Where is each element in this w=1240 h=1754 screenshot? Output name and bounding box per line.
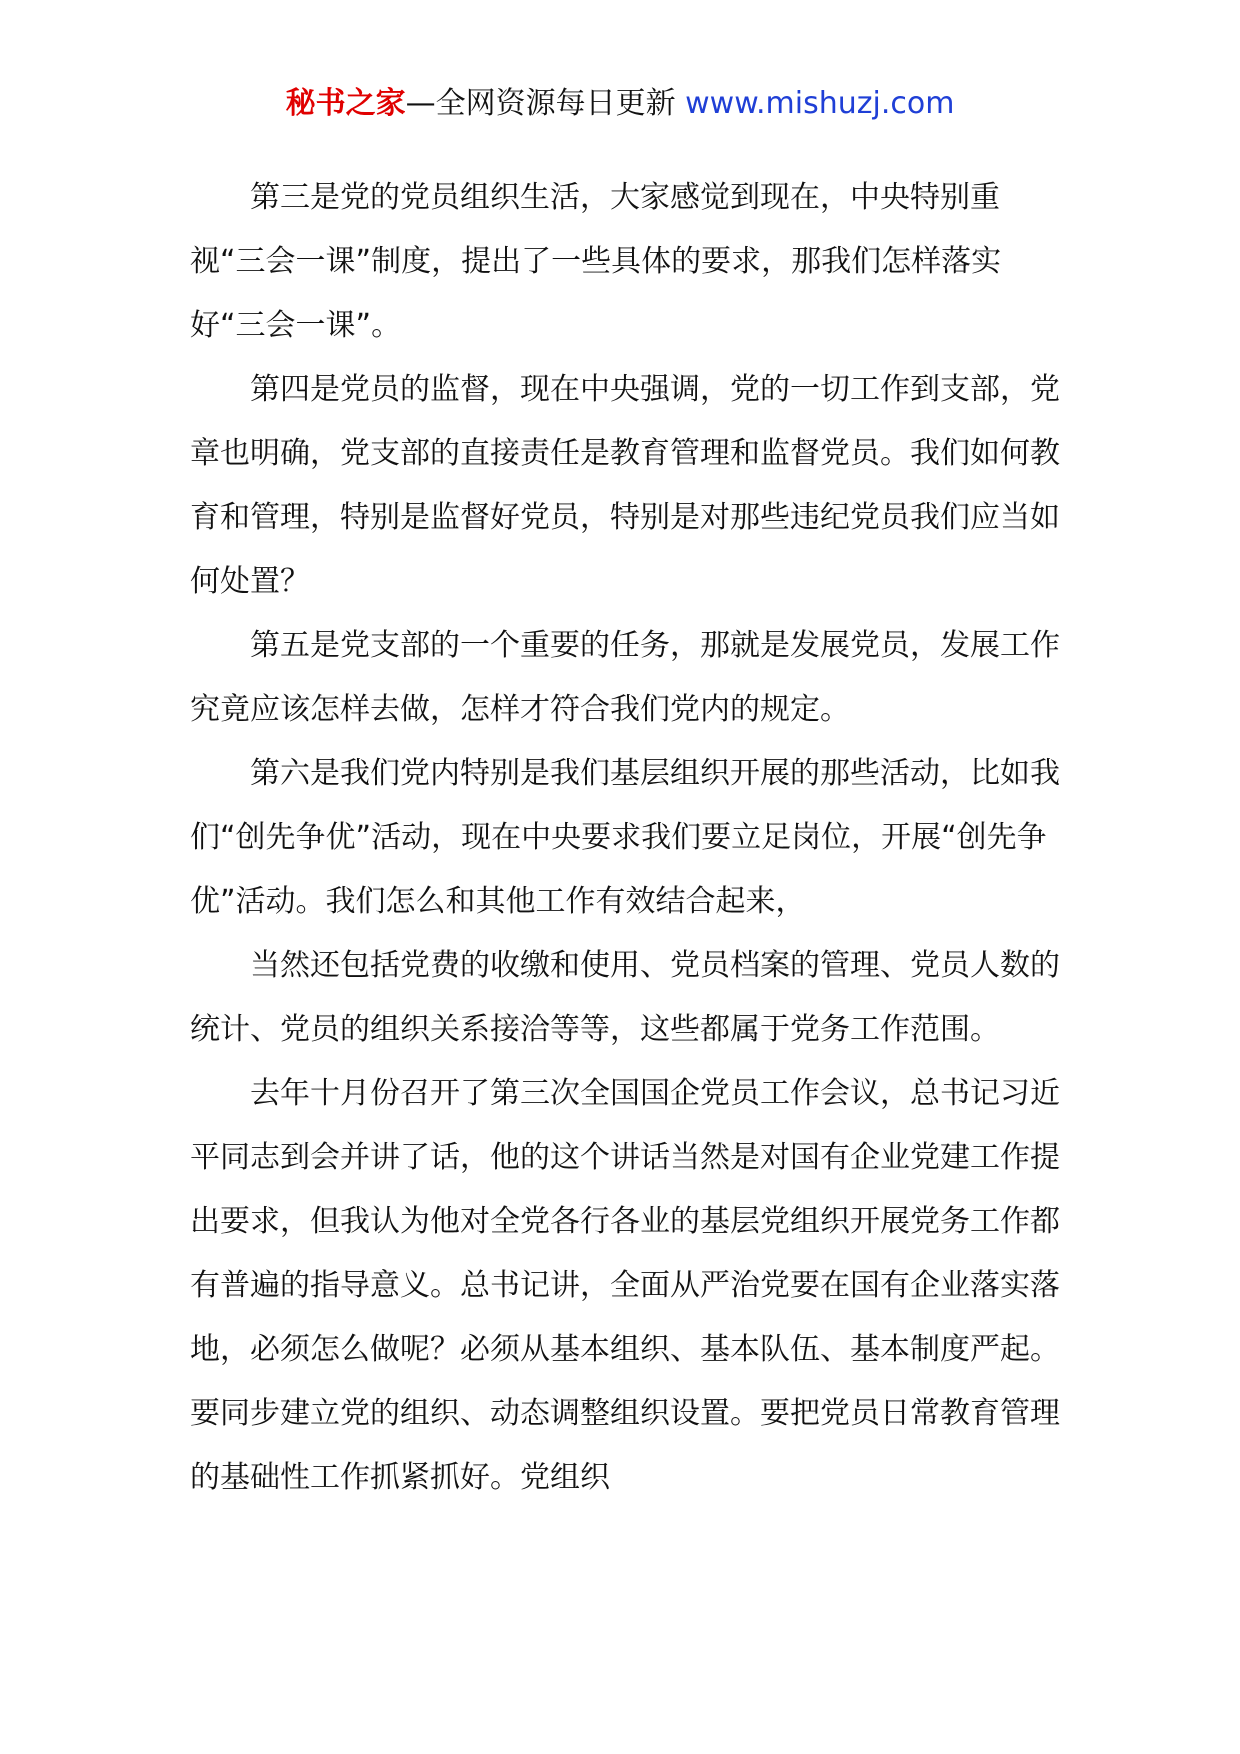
site-url-link[interactable]: www.mishuzj.com <box>685 86 955 121</box>
brand-name: 秘书之家 <box>285 86 406 121</box>
paragraph-conference: 去年十月份召开了第三次全国国企党员工作会议，总书记习近平同志到会并讲了话，他的这个讲话当然是对国有企业党建工作提出要求，但我认为他对全党各行各业的基层党组织开展党务工作都有普遍的指导意义。总书记讲，全面从严治党要在国有企业落实落地，必须怎么做呢？必须从基本组织、基本队伍、基本制度严起。要同步建立党的组织、动态调整组织设置。要把党员日常教育管理的基础性工作抓紧抓好。党组织 <box>190 1076 1060 1495</box>
paragraph-4: 第四是党员的监督，现在中央强调，党的一切工作到支部，党章也明确，党支部的直接责任是教育管理和监督党员。我们如何教育和管理，特别是监督好党员，特别是对那些违纪党员我们应当如何处置？ <box>190 372 1060 599</box>
document-body <box>190 166 1070 1510</box>
header-tagline: —全网资源每日更新 <box>405 86 686 121</box>
paragraph-6: 第六是我们党内特别是我们基层组织开展的那些活动，比如我们“创先争优”活动，现在中央要求我们要立足岗位，开展“创先争优”活动。我们怎么和其他工作有效结合起来， <box>190 756 1060 919</box>
paragraph-other-tasks: 当然还包括党费的收缴和使用、党员档案的管理、党员人数的统计、党员的组织关系接洽等等，这些都属于党务工作范围。 <box>190 948 1060 1047</box>
paragraph-5: 第五是党支部的一个重要的任务，那就是发展党员，发展工作究竟应该怎样去做，怎样才符合我们党内的规定。 <box>190 628 1060 727</box>
paragraph-3: 第三是党的党员组织生活，大家感觉到现在，中央特别重视“三会一课”制度，提出了一些具体的要求，那我们怎样落实好“三会一课”。 <box>190 180 1002 343</box>
page-header <box>0 84 1240 124</box>
